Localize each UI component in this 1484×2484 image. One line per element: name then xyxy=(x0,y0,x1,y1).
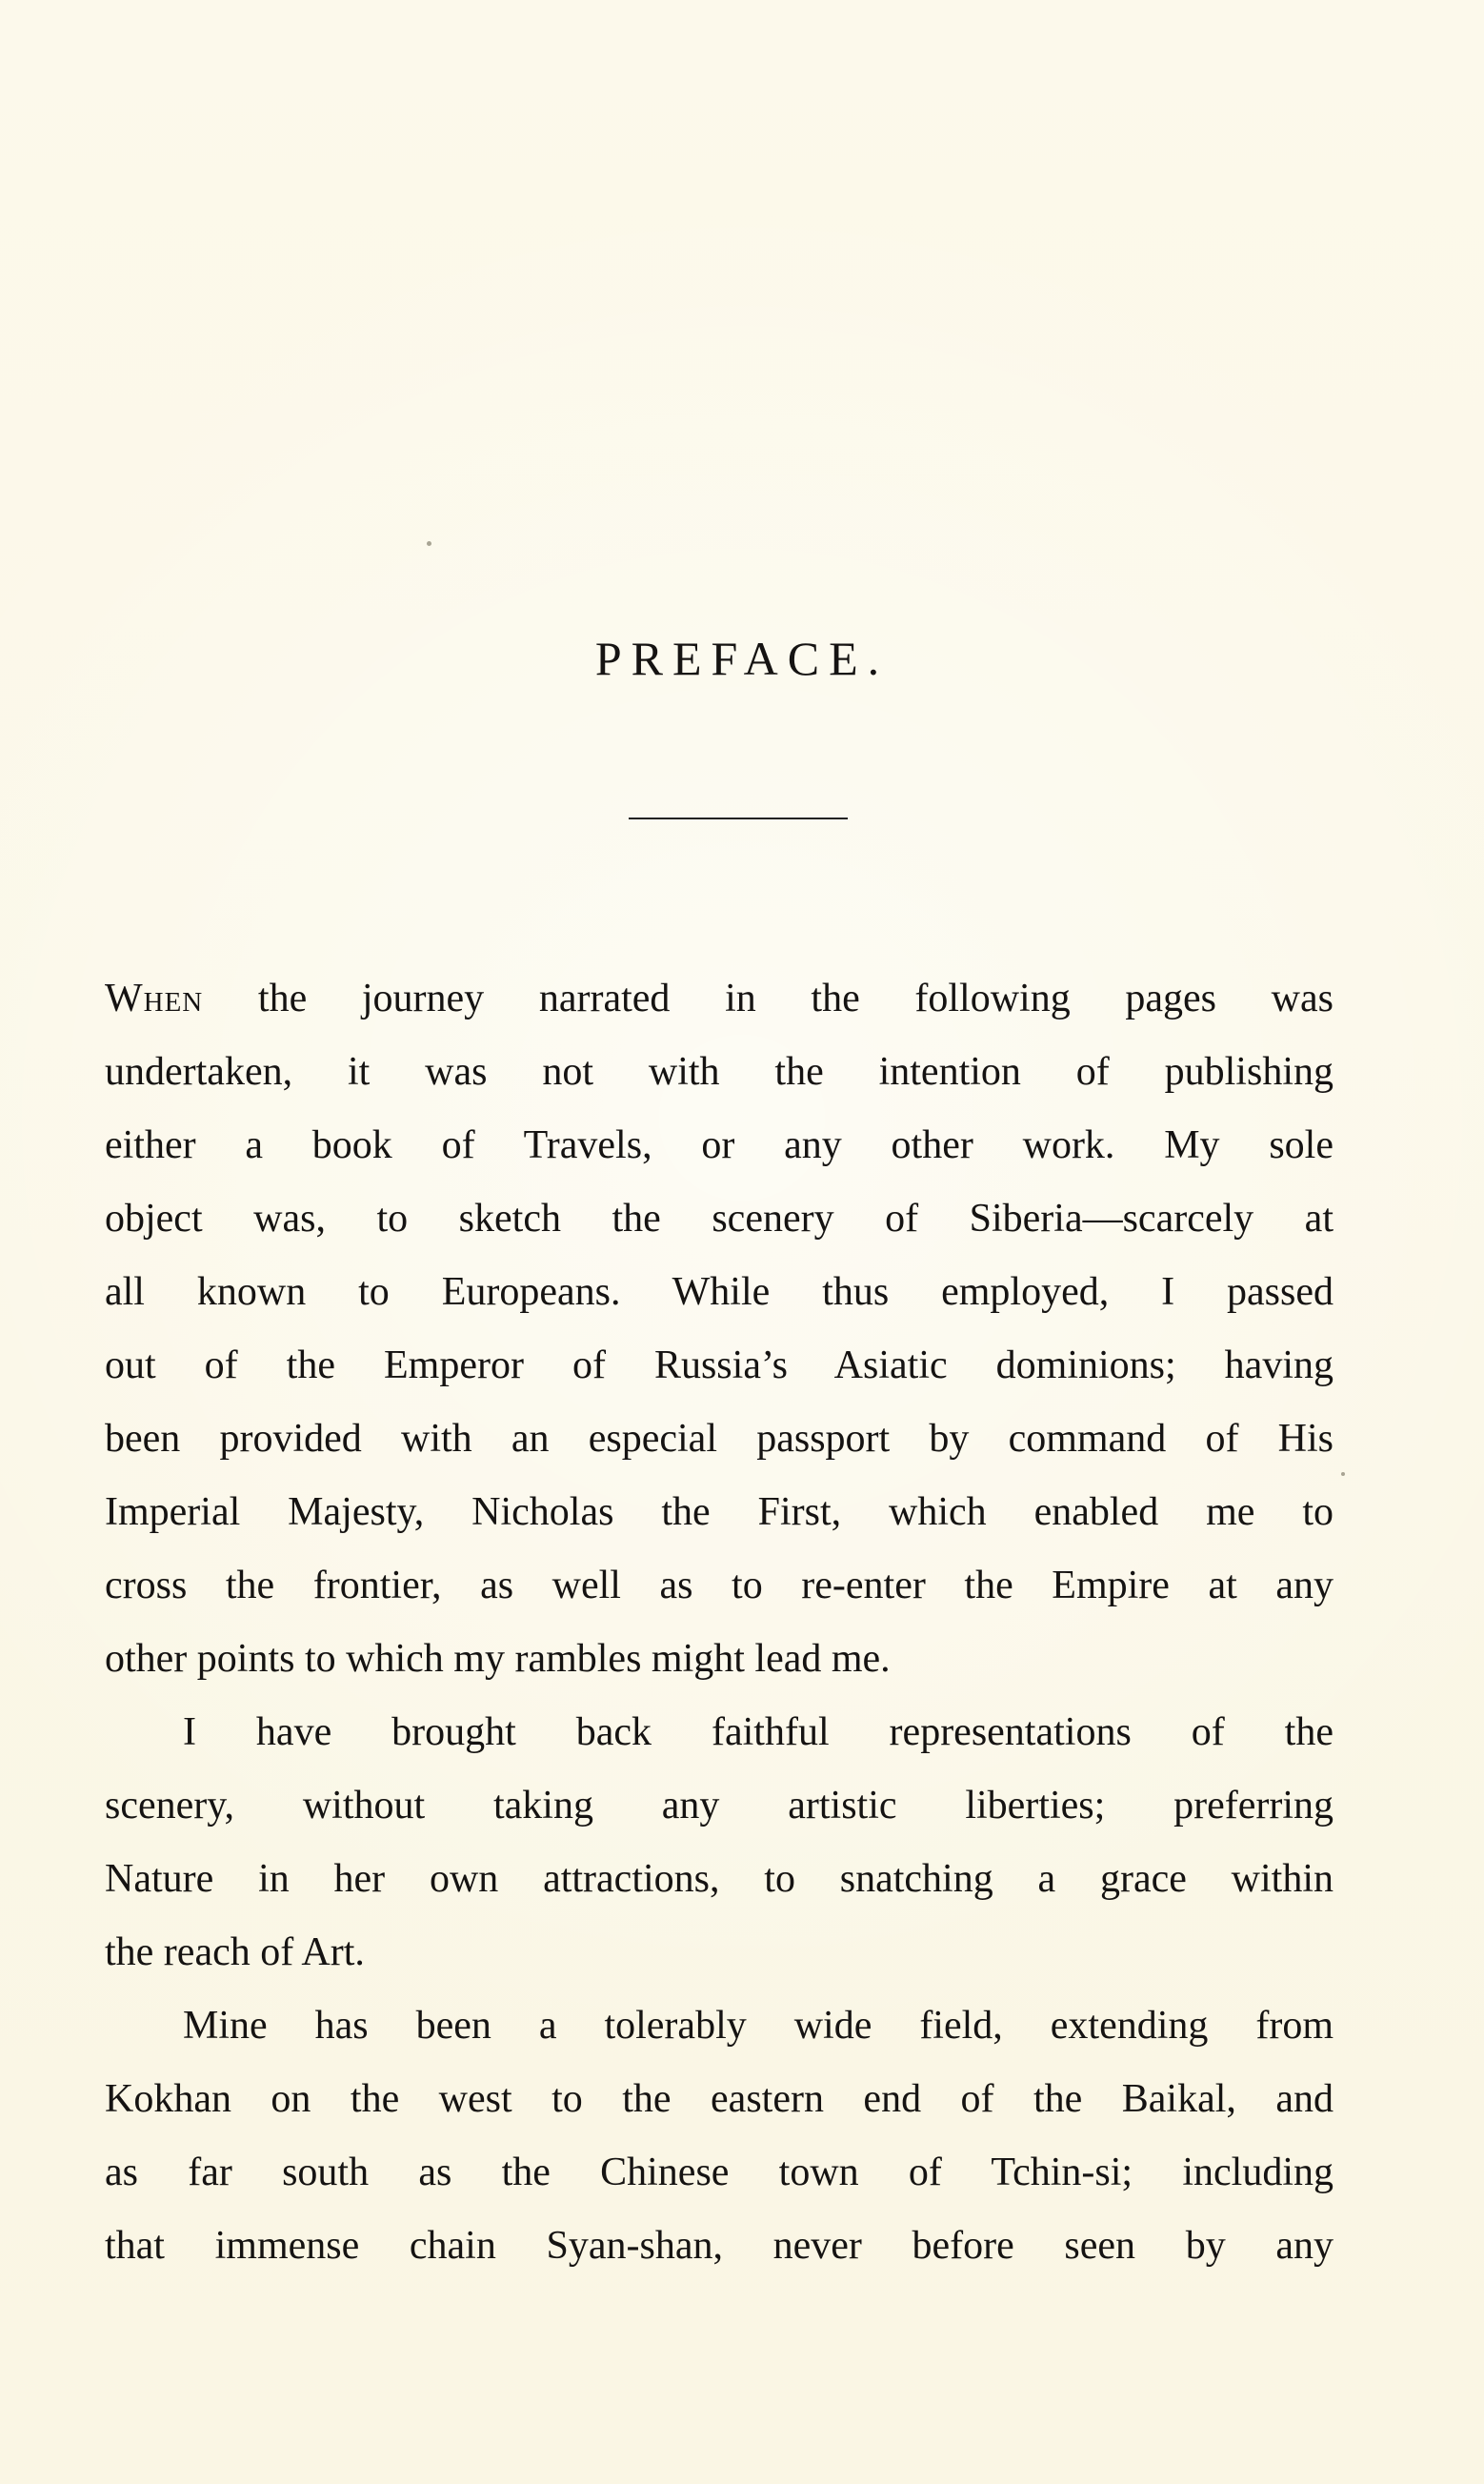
opening-word: When xyxy=(105,977,204,1020)
text-line: I have brought back faithful representations of the xyxy=(183,1710,1334,1754)
text-line: the reach of Art. xyxy=(105,1930,365,1974)
text-line: out of the Emperor of Russia’s Asiatic dominions; having xyxy=(105,1343,1334,1387)
text-line: that immense chain Syan-shan, never before seen by any xyxy=(105,2224,1334,2268)
text-line: as far south as the Chinese town of Tchin-si; including xyxy=(105,2151,1334,2194)
paper-speck xyxy=(427,541,431,546)
text-line: either a book of Travels, or any other work. My sole xyxy=(105,1123,1334,1167)
text-line: other points to which my rambles might lead me. xyxy=(105,1637,891,1681)
text-line: When the journey narrated in the following pages was xyxy=(105,977,1334,1020)
text-line: undertaken, it was not with the intention of publishing xyxy=(105,1050,1334,1094)
preface-text xyxy=(105,962,1334,2283)
text-line: object was, to sketch the scenery of Siberia—scarcely at xyxy=(105,1197,1334,1241)
text-line: Kokhan on the west to the eastern end of the Baikal, and xyxy=(105,2077,1334,2121)
page-title: PREFACE. xyxy=(594,631,890,685)
text-line: Imperial Majesty, Nicholas the First, which enabled me to xyxy=(105,1490,1334,1534)
text-line: been provided with an especial passport by command of His xyxy=(105,1417,1334,1461)
title-divider xyxy=(629,818,848,819)
text-line: Nature in her own attractions, to snatching a grace within xyxy=(105,1857,1334,1901)
text-line: all known to Europeans. While thus employed, I passed xyxy=(105,1270,1334,1314)
paper-speck xyxy=(1341,1472,1345,1476)
text-line: cross the frontier, as well as to re-enter the Empire at any xyxy=(105,1564,1334,1607)
text-line: scenery, without taking any artistic liberties; preferring xyxy=(105,1784,1334,1828)
text-line: Mine has been a tolerably wide field, extending from xyxy=(183,2004,1334,2048)
